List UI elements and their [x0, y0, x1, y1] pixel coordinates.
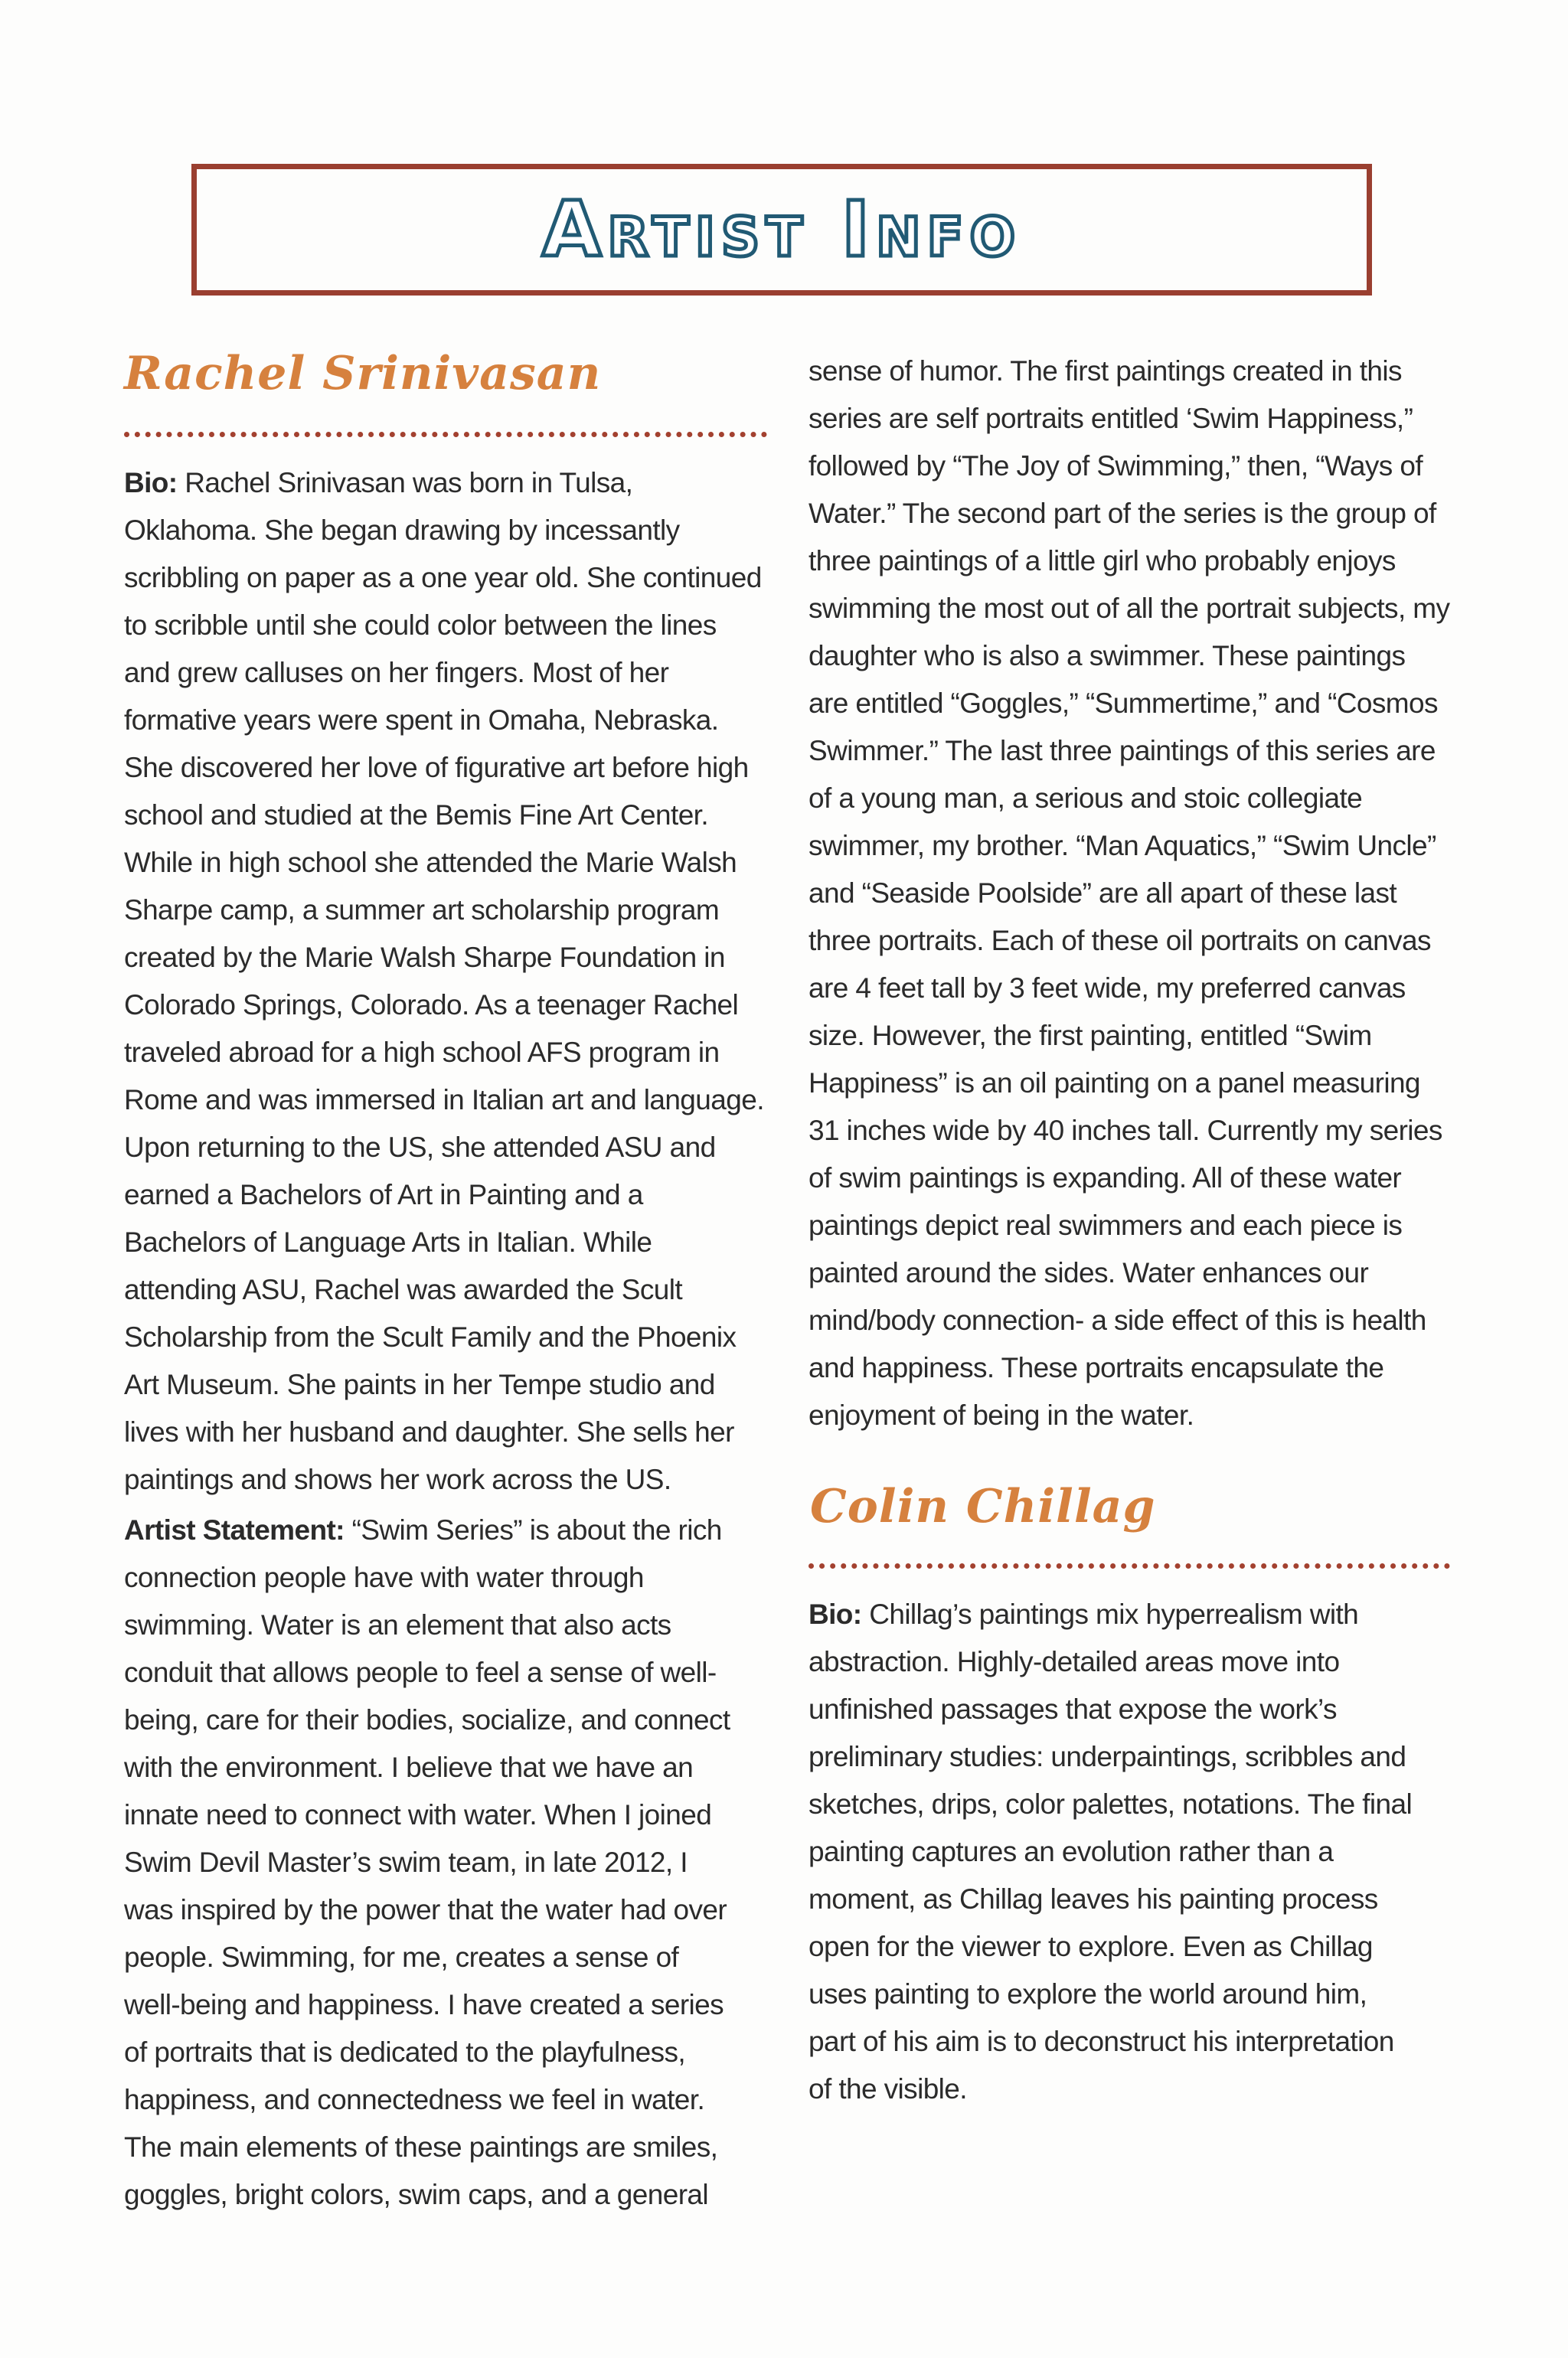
bio-paragraph-rachel — [124, 459, 769, 1504]
artist-statement-continued — [808, 348, 1450, 1439]
page-title: Artist Info — [541, 185, 1022, 274]
statement-text-right: sense of humor. The first paintings created in this series are self portraits entitled ‘Swim Happiness,” followed by “The Joy of Swimming,” then, “Ways of Water.” The second part of the series is the group of three paintings of a little girl who probably enjoys swimming the most out of all the portrait subjects, my daughter who is also a swimmer. These paintings are entitled “Goggles,” “Summertime,” and “Cosmos Swimmer.” The last three paintings of this series are of a young man, a serious and stoic collegiate swimmer, my brother. “Man Aquatics,” “Swim Uncle” and “Seaside Poolside” are all apart of these last three portraits. Each of these oil portraits on canvas are 4 feet tall by 3 feet wide, my preferred canvas size. However, the first painting, entitled “Swim Happiness” is an oil painting on a panel measuring 31 inches wide by 40 inches tall. Currently my series of swim paintings is expanding. All of these water paintings depict real swimmers and each piece is painted around the sides. Water enhances our mind/body connection- a side effect of this is health and happiness. These portraits encapsulate the enjoyment of being in the water. — [808, 355, 1450, 1431]
artist-name-colin: Colin Chillag — [810, 1480, 1156, 1533]
statement-label: Artist Statement: — [124, 1514, 345, 1546]
name-divider-colin — [808, 1563, 1450, 1569]
statement-text-left: “Swim Series” is about the rich connection people have with water through swimming. Water is an element that also acts conduit that allows people to feel a sense of well-being, care for their bodies, socialize, and connect with the environment. I believe that we have an innate need to connect with water. When I joined Swim Devil Master’s swim team, in late 2012, I was inspired by the power that the water had over people. Swimming, for me, creates a sense of well-being and happiness. I have created a series of portraits that is dedicated to the playfulness, happiness, and connectedness we feel in water. The main elements of these paintings are smiles, goggles, bright colors, swim caps, and a general — [124, 1514, 730, 2210]
bio-paragraph-colin — [808, 1591, 1413, 2113]
bio-text: Chillag’s paintings mix hyperrealism with abstraction. Highly-detailed areas move into unfinished passages that expose the work’s preliminary studies: underpaintings, scribbles and sketches, drips, color palettes, notations. The final painting captures an evolution rather than a moment, as Chillag leaves his painting process open for the viewer to explore. Even as Chillag uses painting to explore the world around him, part of his aim is to deconstruct his interpretation of the visible. — [808, 1599, 1413, 2105]
title-frame — [191, 164, 1372, 296]
artist-statement-paragraph — [124, 1507, 737, 2219]
name-divider-rachel — [124, 432, 767, 437]
bio-label: Bio: — [124, 467, 178, 498]
artist-name-rachel: Rachel Srinivasan — [124, 347, 602, 400]
bio-label: Bio: — [808, 1599, 862, 1630]
bio-text: Rachel Srinivasan was born in Tulsa, Oklahoma. She began drawing by incessantly scribbling on paper as a one year old. She continued to scribble until she could color between the lines and grew calluses on her fingers. Most of her formative years were spent in Omaha, Nebraska. She discovered her love of figurative art before high school and studied at the Bemis Fine Art Center. While in high school she attended the Marie Walsh Sharpe camp, a summer art scholarship program created by the Marie Walsh Sharpe Foundation in Colorado Springs, Colorado. As a teenager Rachel traveled abroad for a high school AFS program in Rome and was immersed in Italian art and language. Upon returning to the US, she attended ASU and earned a Bachelors of Art in Painting and a Bachelors of Language Arts in Italian. While attending ASU, Rachel was awarded the Scult Scholarship from the Scult Family and the Phoenix Art Museum. She paints in her Tempe studio and lives with her husband and daughter. She sells her paintings and shows her work across the US. — [124, 467, 764, 1495]
